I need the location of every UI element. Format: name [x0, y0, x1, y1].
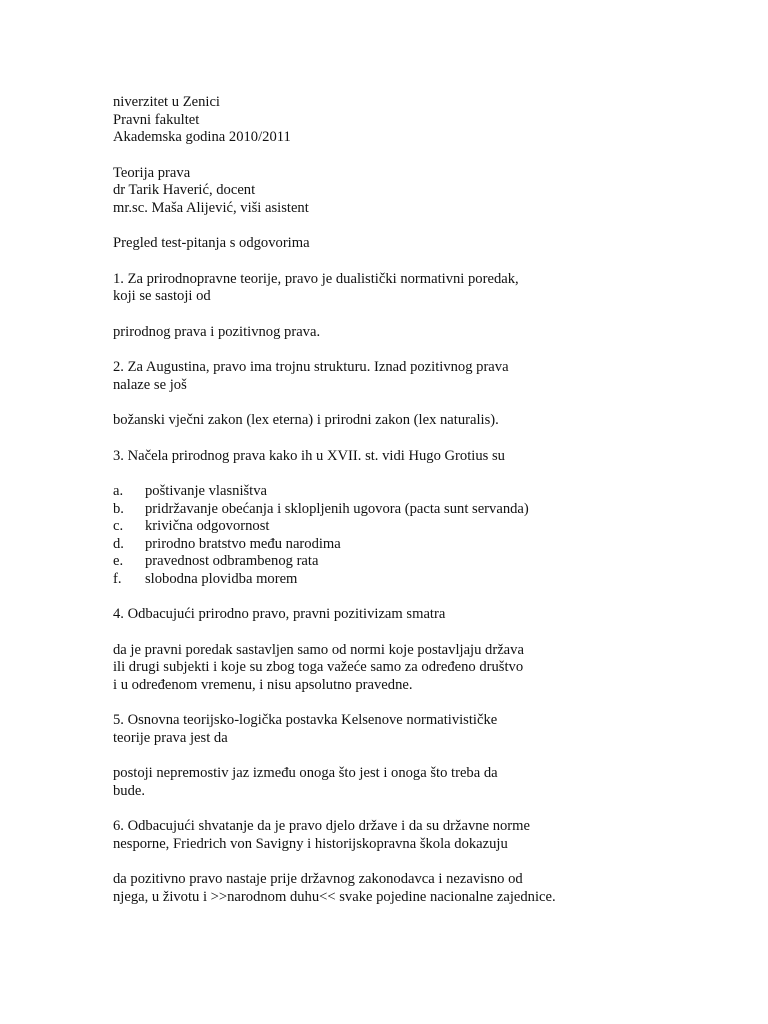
university-name: niverzitet u Zenici: [113, 94, 220, 110]
list-item: [113, 501, 583, 519]
question-3: [113, 448, 583, 466]
question-5: [113, 712, 583, 747]
list-letter: f.: [113, 570, 122, 587]
answer-text: bude.: [113, 782, 146, 799]
list-letter: d.: [113, 535, 124, 552]
question-text: 1. Za prirodnopravne teorije, pravo je dualistički normativni poredak,: [113, 270, 519, 287]
answer-text: postoji nepremostiv jaz između onoga što jest i onoga što treba da: [113, 765, 498, 781]
document-body: [113, 94, 583, 906]
list-letter: a.: [113, 483, 124, 499]
answer-text: da je pravni poredak sastavljen samo od normi koje postavljaju država: [113, 641, 524, 658]
list-text: pridržavanje obećanja i sklopljenih ugovora (pacta sunt servanda): [145, 500, 529, 517]
question-1: [113, 271, 583, 306]
question-text: 5. Osnovna teorijsko-logička postavka Kelsenove normativističke: [113, 712, 498, 728]
question-text: koji se sastoji od: [113, 288, 211, 304]
header-block: [113, 94, 583, 147]
course-block: [113, 165, 583, 218]
list-item: [113, 536, 583, 554]
list-item: [113, 483, 583, 501]
question-text: 2. Za Augustina, pravo ima trojnu strukturu. Iznad pozitivnog prava: [113, 359, 509, 375]
question-text: 6. Odbacujući shvatanje da je pravo djelo države i da su državne norme: [113, 818, 530, 834]
answer-text: prirodnog prava i pozitivnog prava.: [113, 323, 321, 340]
list-text: prirodno bratstvo među narodima: [145, 535, 341, 552]
answer-1: [113, 324, 583, 342]
answer-4: [113, 642, 583, 695]
question-6: [113, 818, 583, 853]
list-item: [113, 553, 583, 571]
assistant-name: mr.sc. Maša Alijević, viši asistent: [113, 199, 309, 216]
list-text: krivična odgovornost: [145, 518, 270, 534]
question-text: nalaze se još: [113, 376, 187, 393]
answer-text: božanski vječni zakon (lex eterna) i prirodni zakon (lex naturalis).: [113, 412, 499, 428]
question-text: 4. Odbacujući prirodno pravo, pravni pozitivizam smatra: [113, 606, 446, 622]
answer-6: [113, 871, 583, 906]
question-text: teorije prava jest da: [113, 729, 228, 746]
document-title: Pregled test-pitanja s odgovorima: [113, 235, 310, 251]
course-title: Teorija prava: [113, 164, 191, 181]
list-letter: e.: [113, 553, 124, 569]
answer-list-3: [113, 483, 583, 588]
answer-text: njega, u životu i >>narodnom duhu<< svake pojedine nacionalne zajednice.: [113, 888, 556, 905]
question-text: 3. Načela prirodnog prava kako ih u XVII. st. vidi Hugo Grotius su: [113, 447, 505, 464]
answer-text: i u određenom vremenu, i nisu apsolutno pravedne.: [113, 676, 413, 693]
faculty-name: Pravni fakultet: [113, 111, 200, 128]
answer-5: [113, 765, 583, 800]
list-letter: b.: [113, 500, 124, 517]
list-item: [113, 518, 583, 536]
professor-name: dr Tarik Haverić, docent: [113, 182, 256, 198]
question-2: [113, 359, 583, 394]
list-text: slobodna plovidba morem: [145, 570, 298, 587]
question-text: nesporne, Friedrich von Savigny i historijskopravna škola dokazuju: [113, 835, 508, 852]
answer-2: [113, 412, 583, 430]
answer-text: ili drugi subjekti i koje su zbog toga važeće samo za određeno društvo: [113, 659, 524, 675]
list-item: [113, 571, 583, 589]
list-text: poštivanje vlasništva: [145, 483, 268, 499]
list-text: pravednost odbrambenog rata: [145, 553, 319, 569]
answer-text: da pozitivno pravo nastaje prije državnog zakonodavca i nezavisno od: [113, 871, 523, 887]
academic-year: Akademska godina 2010/2011: [113, 129, 291, 145]
list-letter: c.: [113, 518, 124, 534]
question-4: [113, 606, 583, 624]
